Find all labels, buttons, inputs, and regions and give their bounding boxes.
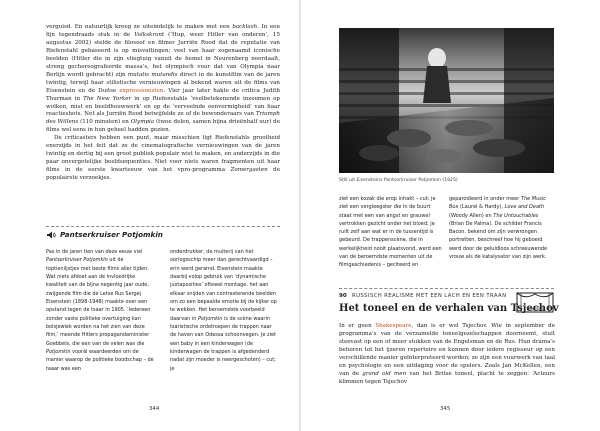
sidebar-column-1: Pas in de jaren tien van deze eeuw viel Pantserkruiser Potjomkin uit de toptienlijstjes met beste films aller tijden. Wat niets afdoet aan de invloedrijke kwaliteit van de bijna negentig jaar oude, zwijgende film die de Letse Rus Sergej Eisenstein (1898-1948) maakte over een opstand tegen de tsaar in 1905. ‘Iedereen zonder vaste politieke overtuiging kan bolsjewiek worden na het zien van deze film,’ meende Hitlers propagandaminister Goebbels, die een van de velen was die Potjomkin voorál waardeerden om de manier waarop de politieke boodschap – de taaar was een <box>46 249 154 372</box>
highlight-term: Shakespeare <box>375 323 412 329</box>
left-page-main-text <box>46 24 280 183</box>
film-still-image <box>339 28 554 173</box>
section-number: 90 <box>339 293 347 299</box>
right-column-1: ziet een kozak die erop inhakt – cut; je ziet een vergleegster die in de buurt staat met een van angst en grauwel vertrokken gezicht onder het bloed; je ruilt zelf aan wat er in de tussentijd is gebeurd. De trappenscène, die in werkelijkheid nooit plaatsvond, werd een van de beroemdste momenten uit de filmgeschiedenis – geciteerd en <box>339 196 442 269</box>
sidebar-divider <box>46 226 280 227</box>
film-still-photo <box>339 28 554 173</box>
right-column-2: geparodieerd in onder meer The Music Box (Laurel & Hardy), Love and Death (Woody Allen) en The Untouchables (Brian De Palma). De schilder Francis Bacon, bekend om zijn verwrongen portretten, beschreef hoe hij geboeid werd door de geluidloos schreeuwende vrouw als de katalysator van zijn werk. <box>449 196 548 261</box>
sidebar-heading <box>46 230 163 239</box>
paragraph-1: verguisd. En natuurlijk kreeg ze uiteindelijk te maken met een backlash. In een fijn tegendraads stuk in de Volkskrant (‘Hup, weer Hitler van onderen’, 15 augustus 2002) stelde de filosoof en filmer Jurriën Rood dat de reputatie van Riefenstahl gebaseerd is op misvattingen; veel van haar zogenaamd iconische beelden (Hitler die in zijn vliegtuig vanuit de hemel in Neurenberg neerdaalt, streng gechoreografeerde massa’s, het olympisch vuur dat van Olympia naar Berlijn wordt gebracht) zijn mutatis mutandis direct in de kunstfilm van de jaren twintig, terwijl haar stilistische vernieuwingen al bekend waren uit de films van Eisenstein en de Duitse expressionisten. Vier jaar later hakte de critica Judith Thurman in The New Yorker in op Riefenstahls ‘veelbetekenende inzoomen op wolken, mist en beeldhouwwerk’ en op de ‘verveelnde eenvormigheid’ van haar reactieshots. Net als Jurriën Rood betwijfelde ze of de bewonderaars van Triumph des Willens (110 minuten) en Olympia (twee delen, samen bijna drieënhalf uur) de films wel eens in hun geheel hadden gezien. <box>46 24 281 134</box>
speaker-icon <box>46 231 56 239</box>
section-title: Het toneel en de verhalen van Tsjechov <box>339 303 559 314</box>
sidebar-column-2: onderdrukker, de muiterij van het oorlogsschip meer dan gerechtvaardigd – erin werd geramd. Eisenstein maakte daarbij volop gebruik van ‘dynamische juxtaposities’ oftewel montage: het aan elkaar snijden van contrasterende beelden om zo een bepaalde emotie bij de kijker op te wekken. Het beroemdste voorbeeld daarvan in Potjomkin is de scène waarin tsaristische ordetroepen de trappen naar de haven van Odessa schoonvegen. Je ziet een baby in een kinderwagen (de kinderwagen de trappen is afgedenderd nadat zijn moeder is neergeschoten) – cut; je <box>170 249 277 372</box>
theater-masks-icon <box>515 290 555 314</box>
photo-caption: Still uit Eisensteins Pantserkruiser Potjomkin (1925) <box>339 178 458 183</box>
page-number-left: 344 <box>149 406 160 412</box>
highlight-term: expressionisten <box>119 87 164 94</box>
sidebar-title: Pantserkruiser Potjomkin <box>60 230 163 239</box>
section-divider <box>339 288 554 289</box>
page-number-right: 345 <box>440 406 451 412</box>
section-body: In er geen Shakespeare, dan is er wel Tsjechov. Wie in september de programma’s van de verzamelde toneelgezelschappen doorneemt, stuit steevast op een of meer stukken van de Engelsman en de Rus. Hun drama’s behoren tot het ijzeren repertoire en kunnen door iedere regisseur op een verschillende manier geïnterpreteerd worden; ze zijn een vuurwerk van taal en psychologie en een uitdaging voor de spelers. Zoals Jan McKellen, een van de grand old men van het Britse toneel, placht te zeggen: ‘Acteurs klimmen tegen Tsjechov <box>339 323 555 385</box>
section-kicker: RUSSISCH REALISME MET EEN LACH EN EEN TRAAN <box>352 293 507 299</box>
paragraph-2: De criticasters hebben een punt, maar misschien ligt Riefenstahls grootheid enerzijds in het feit dat ze de cinematografische vernieuwingen van de jaren twintig en dertig bij een groot publiek populair wist te maken, en anderzijds in die paar onvergetelijke beeldsequenties. Niet voor niets waren fragmenten uit haar films in de eerste kwarteeuw van het vpro-programma Zomergasten de populairste verzoekjes. <box>46 135 280 182</box>
book-gutter <box>299 0 301 431</box>
